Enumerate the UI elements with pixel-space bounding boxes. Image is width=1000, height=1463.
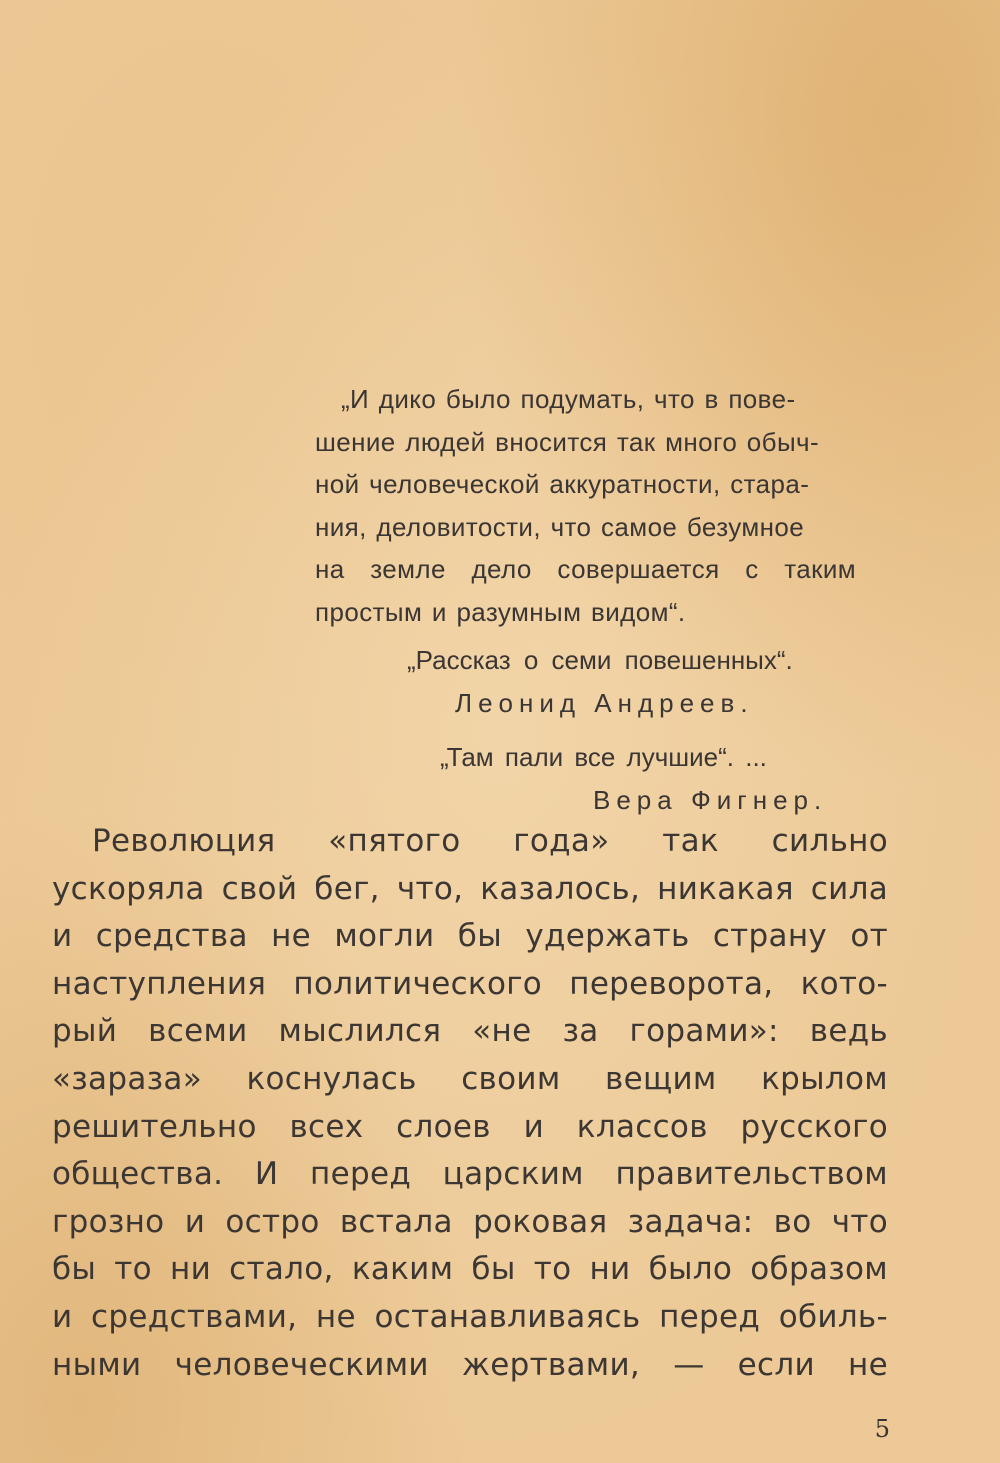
page-number: 5 <box>874 1415 890 1443</box>
body-line: ными человеческими жертвами, — если не <box>52 1346 888 1383</box>
epigraph-quote-line: ной человеческой аккуратности, стара- <box>315 469 810 499</box>
body-line: Революция «пятого года» так сильно <box>92 823 888 859</box>
epigraph-quote-line: на земле дело совершается с таким <box>315 554 857 584</box>
body-line: наступления политического переворота, кото- <box>52 965 888 1002</box>
body-line: рый всеми мыслился «не за горами»: ведь <box>52 1013 888 1050</box>
body-line: и средствами, не останавливаясь перед обиль- <box>52 1298 888 1335</box>
body-line: общества. И перед царским правительством <box>52 1156 888 1193</box>
body-paragraph <box>52 818 888 1389</box>
epigraph-quote-line: „И дико было подумать, что в пове- <box>341 384 796 414</box>
body-line: бы то ни стало, каким бы то ни было образом <box>52 1251 888 1288</box>
body-line: «зараза» коснулась своим вещим крылом <box>52 1060 888 1097</box>
epigraph-quote-line: ния, деловитости, что самое безумное <box>315 511 805 542</box>
second-epigraph-quote: „Там пали все лучшие“. ... <box>440 742 767 772</box>
body-line: и средства не могли бы удержать страну от <box>52 918 888 955</box>
body-line: грозно и остро встала роковая задача: во что <box>52 1203 888 1240</box>
second-epigraph-author: Вера Фигнер. <box>593 784 828 815</box>
body-line: ускоряла свой бег, что, казалось, никакая сила <box>52 870 888 907</box>
epigraph-quote-line: простым и разумным видом“. <box>315 596 686 627</box>
epigraph-attribution <box>315 639 875 724</box>
epigraph <box>315 378 875 821</box>
body-line: решительно всех слоев и классов русского <box>52 1108 888 1145</box>
epigraph-source-title: „Рассказ о семи повешенных“. <box>407 645 793 675</box>
epigraph-source-author: Леонид Андреев. <box>455 687 754 718</box>
epigraph-quote-line: шение людей вносится так много обыч- <box>315 426 820 457</box>
